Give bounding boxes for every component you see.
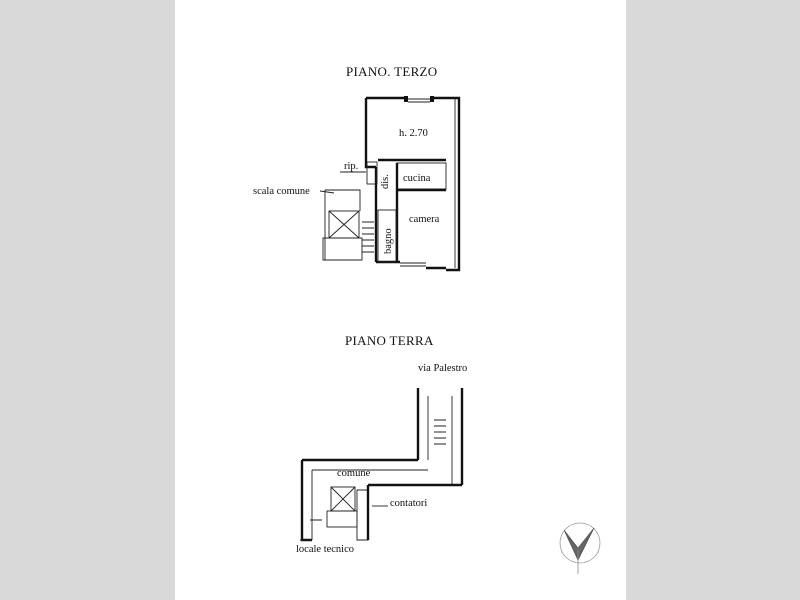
hall-label: dis. xyxy=(380,174,391,189)
common-area-label: comune xyxy=(337,468,371,479)
tech-room xyxy=(327,511,357,527)
third-floor-title: PIANO. TERZO xyxy=(346,64,438,79)
stairs-pointer xyxy=(320,191,334,193)
window-jamb xyxy=(404,96,408,102)
kitchen-label: cucina xyxy=(403,173,431,184)
stair-landing xyxy=(323,238,362,260)
stair-walls xyxy=(325,190,360,260)
stairs-label: scala comune xyxy=(253,186,310,197)
tech-room-label: locale tecnico xyxy=(296,544,355,555)
room-height-label: h. 2.70 xyxy=(399,128,428,139)
third-floor-plan xyxy=(253,96,459,270)
north-arrow-icon xyxy=(560,523,600,574)
ground-floor-plan xyxy=(296,363,467,555)
ground-floor-title: PIANO TERRA xyxy=(345,333,434,348)
entry-steps xyxy=(434,420,446,444)
bedroom-label: camera xyxy=(409,214,440,225)
window-jamb xyxy=(430,96,434,102)
corridor-walls xyxy=(418,388,462,485)
meters-label: contatori xyxy=(390,498,428,509)
street-label: via Palestro xyxy=(418,363,468,374)
bathroom-label: bagno xyxy=(383,228,394,254)
meters-room xyxy=(357,490,368,540)
tech-pointer xyxy=(300,520,322,540)
stair-steps xyxy=(362,222,374,252)
storage-label: rip. xyxy=(344,161,359,172)
